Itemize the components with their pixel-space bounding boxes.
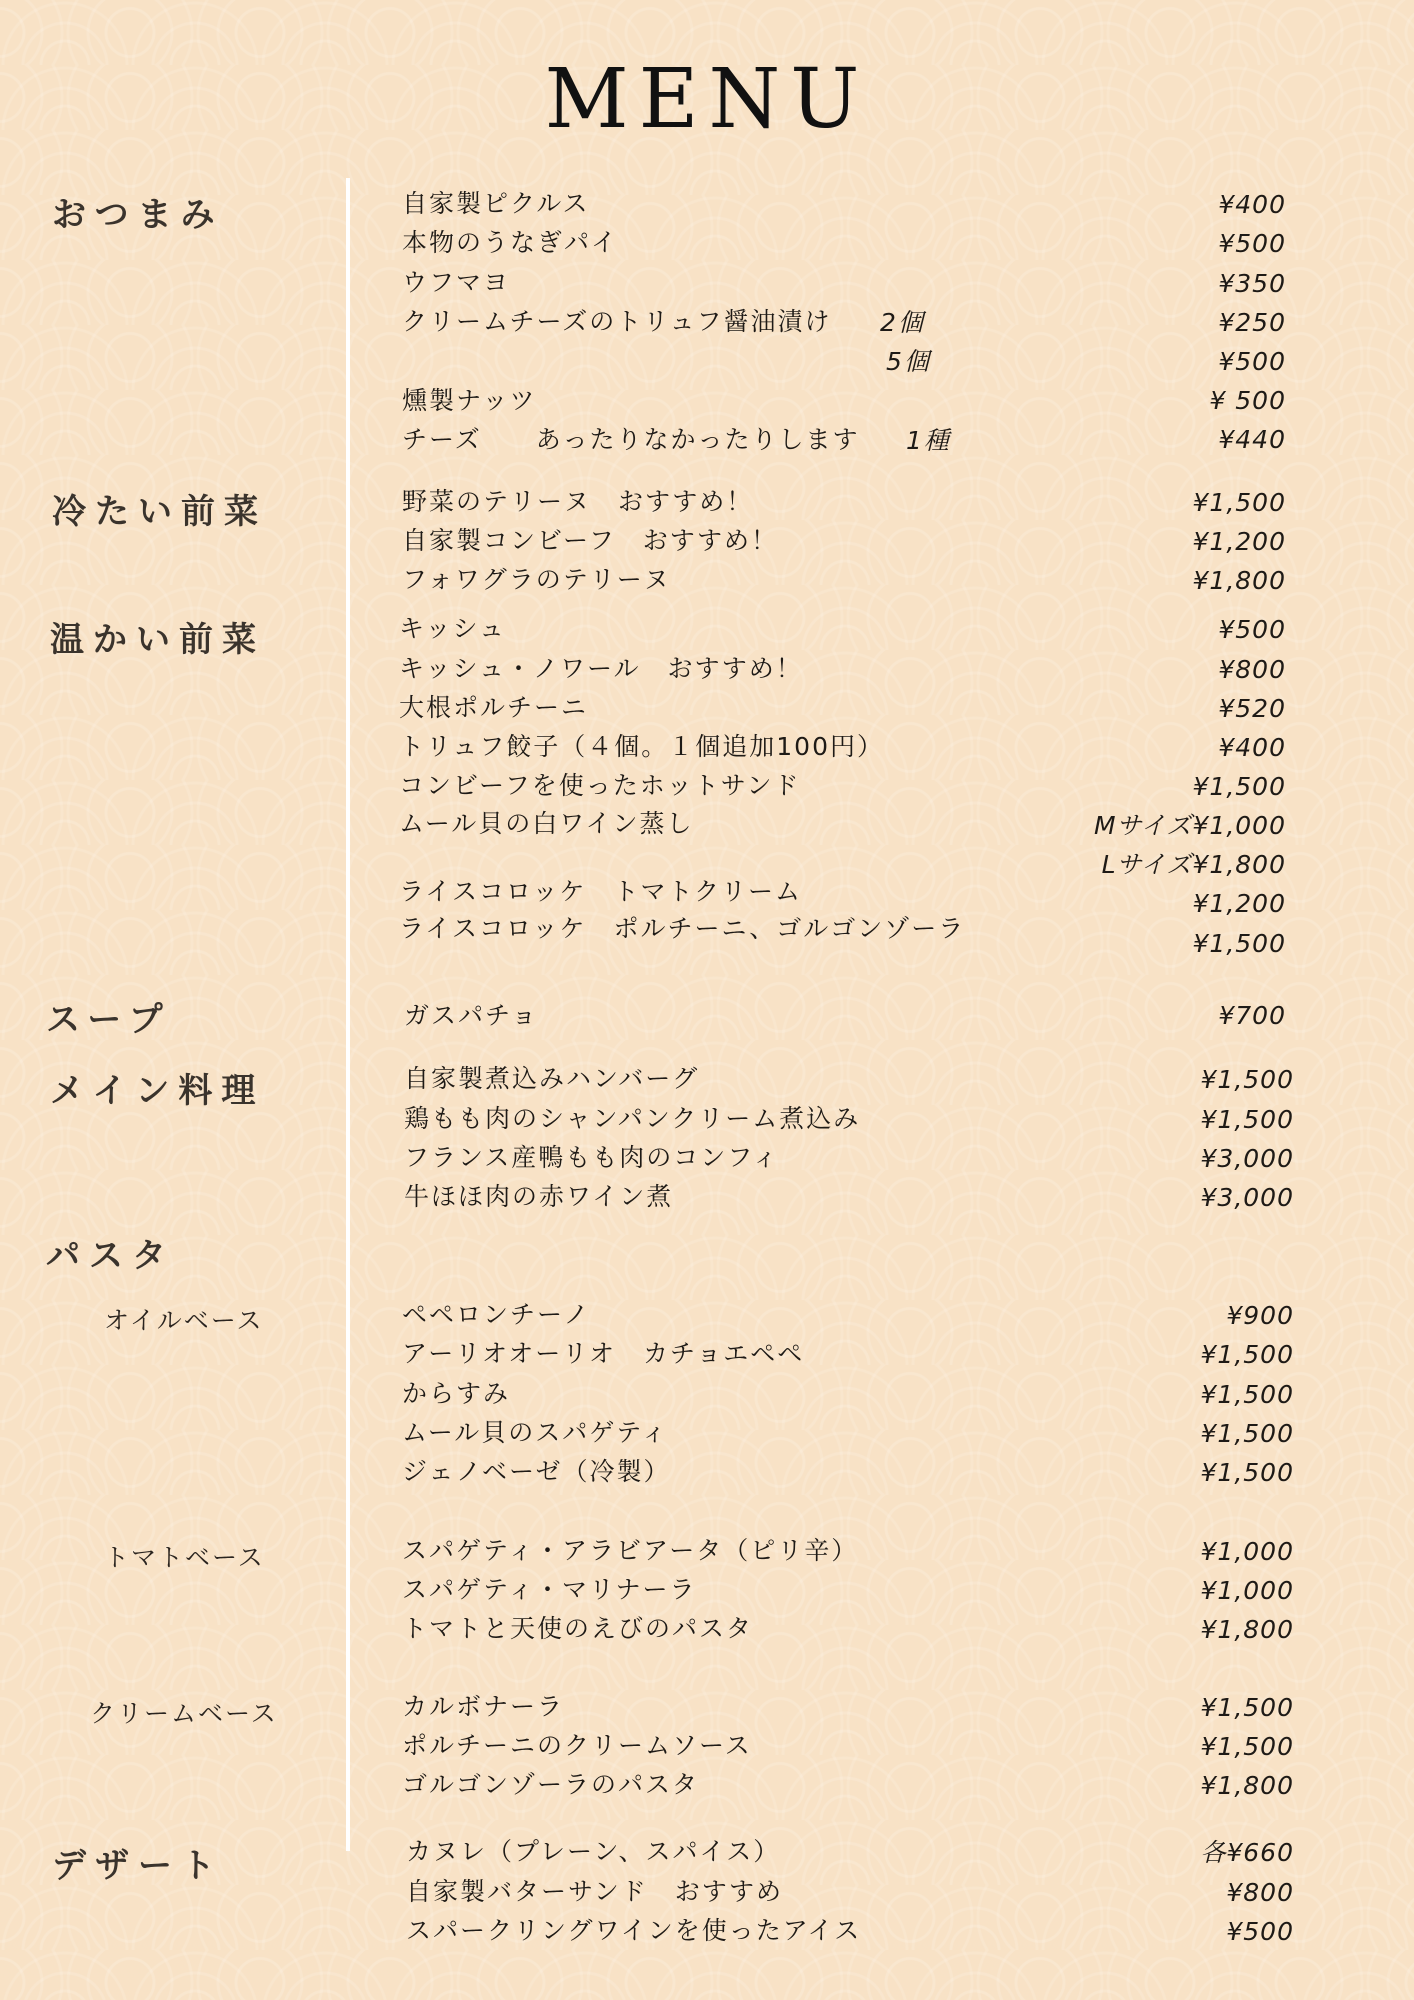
menu-item-name: 野菜のテリーヌ おすすめ！: [402, 487, 754, 516]
menu-item-price: ¥400: [1218, 733, 1286, 762]
menu-item-name: トマトと天使のえびのパスタ: [402, 1614, 754, 1643]
menu-item-price: ¥1,500: [1200, 1380, 1294, 1409]
menu-item-price: ¥1,800: [1192, 566, 1286, 595]
menu-item-name: 自家製煮込みハンバーグ: [404, 1064, 700, 1093]
menu-item-price: ¥1,500: [1200, 1458, 1294, 1487]
subcategory-cream-base: クリームベース: [90, 1699, 278, 1728]
menu-item-price: ¥1,000: [1200, 1576, 1294, 1605]
category-pasta: パスタ: [46, 1236, 175, 1276]
menu-item-name: アーリオオーリオ カチョエペペ: [402, 1339, 805, 1368]
menu-item-price: ¥1,500: [1192, 929, 1286, 958]
menu-item-price: ¥500: [1218, 229, 1286, 258]
menu-item-name: フォワグラのテリーヌ: [402, 565, 671, 594]
menu-item-price: ¥500: [1218, 615, 1286, 644]
menu-item-price: Lサイズ¥1,800: [1101, 850, 1286, 879]
menu-item-price: ¥1,800: [1200, 1615, 1294, 1644]
category-hot-appetizer: 温かい前菜: [50, 620, 265, 660]
menu-item-price: ¥1,500: [1200, 1732, 1294, 1761]
category-soup: スープ: [46, 1000, 172, 1040]
category-otsumami: おつまみ: [52, 195, 224, 235]
menu-item-name: クリームチーズのトリュフ醤油漬け: [402, 307, 832, 336]
menu-item-name: 本物のうなぎパイ: [402, 228, 619, 257]
menu-item-quantity: 1種: [906, 426, 951, 455]
menu-item-name: カルボナーラ: [402, 1692, 565, 1721]
menu-item-price: ¥3,000: [1200, 1183, 1294, 1212]
menu-item-price: ¥400: [1218, 190, 1286, 219]
menu-item-price: ¥900: [1226, 1301, 1294, 1330]
category-main-dish: メイン料理: [50, 1071, 265, 1111]
menu-item-price: ¥1,500: [1200, 1065, 1294, 1094]
menu-item-price: ¥800: [1218, 655, 1286, 684]
menu-item-name: ゴルゴンゾーラのパスタ: [402, 1770, 700, 1799]
menu-item-price: ¥1,500: [1200, 1419, 1294, 1448]
menu-item-price: ¥440: [1218, 425, 1286, 454]
menu-item-name: チーズ あったりなかったりします: [402, 425, 860, 454]
menu-item-price: ¥250: [1218, 308, 1286, 337]
menu-item-price: ¥500: [1218, 347, 1286, 376]
menu-item-quantity: 5個: [886, 347, 931, 376]
menu-item-name: トリュフ餃子（４個。１個追加100円）: [399, 732, 884, 761]
menu-item-name: キッシュ・ノワール おすすめ！: [399, 654, 803, 683]
vertical-divider: [346, 178, 350, 1851]
menu-item-price: ¥700: [1218, 1001, 1286, 1030]
menu-item-price: ¥1,500: [1200, 1105, 1294, 1134]
menu-item-name: ライスコロッケ トマトクリーム: [399, 877, 803, 906]
menu-item-price: 各¥660: [1200, 1838, 1294, 1867]
menu-item-price: ¥1,500: [1192, 772, 1286, 801]
menu-item-name: スパゲティ・マリナーラ: [402, 1575, 697, 1604]
menu-item-price: ¥ 500: [1209, 386, 1286, 415]
menu-item-price: ¥1,500: [1200, 1693, 1294, 1722]
menu-item-name: ジェノベーゼ（冷製）: [402, 1457, 671, 1486]
menu-item-name: 鶏もも肉のシャンパンクリーム煮込み: [404, 1104, 861, 1133]
menu-item-name: カヌレ（プレーン、スパイス）: [406, 1837, 781, 1866]
menu-item-name: 大根ポルチーニ: [399, 693, 589, 722]
menu-item-price: ¥1,500: [1200, 1340, 1294, 1369]
menu-item-name: ガスパチョ: [404, 1001, 539, 1030]
menu-item-name: キッシュ: [399, 614, 507, 643]
menu-item-name: 自家製バターサンド おすすめ: [406, 1877, 784, 1906]
menu-item-price: ¥1,000: [1200, 1537, 1294, 1566]
menu-item-price: ¥520: [1218, 694, 1286, 723]
menu-item-price: Mサイズ¥1,000: [1093, 811, 1286, 840]
menu-item-name: スパゲティ・アラビアータ（ピリ辛）: [402, 1536, 859, 1565]
menu-item-name: コンビーフを使ったホットサンド: [399, 771, 801, 800]
menu-item-name: ムール貝の白ワイン蒸し: [399, 809, 694, 838]
menu-item-name: ペペロンチーノ: [402, 1300, 591, 1329]
menu-item-name: ムール貝のスパゲティ: [402, 1418, 669, 1447]
menu-item-name: 燻製ナッツ: [402, 386, 537, 415]
menu-item-quantity: 2個: [880, 308, 925, 337]
menu-item-price: ¥1,200: [1192, 889, 1286, 918]
menu-item-price: ¥1,800: [1200, 1771, 1294, 1800]
menu-item-name: ライスコロッケ ポルチーニ、ゴルゴンゾーラ: [399, 914, 966, 943]
menu-item-name: 自家製コンビーフ おすすめ！: [402, 526, 779, 555]
menu-title: MENU: [544, 52, 870, 147]
menu-item-price: ¥3,000: [1200, 1144, 1294, 1173]
menu-item-name: フランス産鴨もも肉のコンフィ: [404, 1143, 780, 1172]
menu-item-name: からすみ: [402, 1379, 511, 1408]
menu-item-name: スパークリングワインを使ったアイス: [406, 1916, 862, 1945]
menu-item-price: ¥1,500: [1192, 488, 1286, 517]
menu-item-name: ポルチーニのクリームソース: [402, 1731, 752, 1760]
menu-item-name: ウフマヨ: [402, 268, 511, 297]
menu-item-name: 自家製ピクルス: [402, 189, 590, 218]
category-dessert: デザート: [52, 1846, 224, 1886]
menu-item-price: ¥500: [1226, 1917, 1294, 1946]
menu-item-name: 牛ほほ肉の赤ワイン煮: [404, 1182, 674, 1211]
category-cold-appetizer: 冷たい前菜: [52, 492, 267, 532]
menu-item-price: ¥1,200: [1192, 527, 1286, 556]
menu-item-price: ¥800: [1226, 1878, 1294, 1907]
subcategory-tomato-base: トマトベース: [104, 1543, 265, 1572]
menu-item-price: ¥350: [1218, 269, 1286, 298]
subcategory-oil-base: オイルベース: [104, 1306, 264, 1335]
